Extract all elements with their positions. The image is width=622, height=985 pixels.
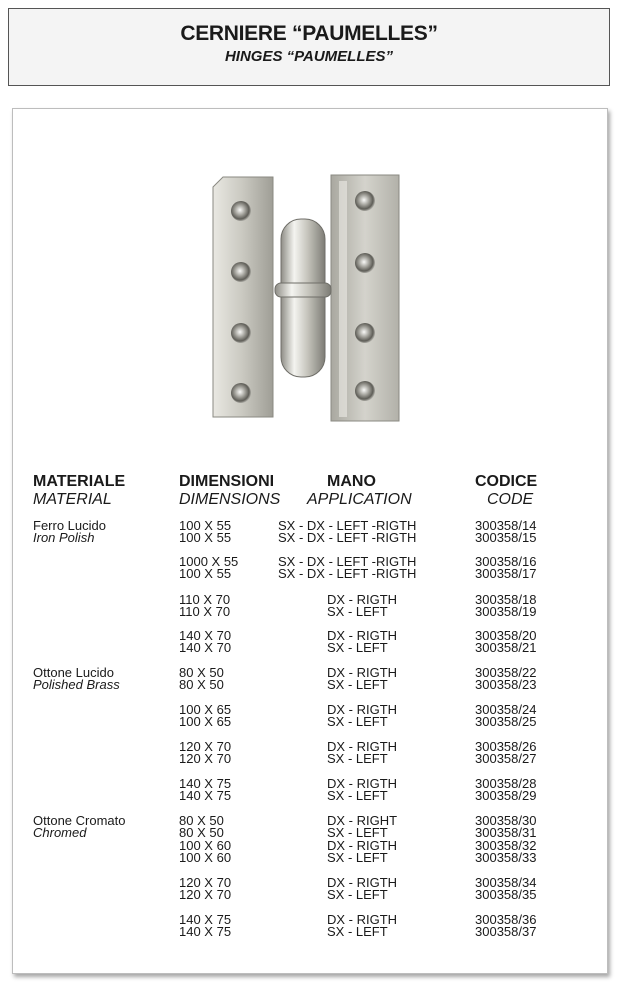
row-code: 300358/15: [475, 530, 537, 545]
row-code: 300358/22: [475, 665, 537, 680]
row-dimensions: 120 X 70: [179, 739, 232, 754]
row-hand: DX - RIGTH: [327, 702, 398, 717]
col-header-hand-en: APPLICATION: [307, 491, 412, 508]
row-hand: DX - RIGTH: [327, 592, 398, 607]
row-hand: DX - RIGTH: [327, 628, 398, 643]
material-name: Ottone Cromato: [33, 813, 126, 828]
material-name-en: Iron Polish: [33, 530, 95, 545]
col-header-code-en: CODE: [487, 491, 534, 508]
row-code: 300358/21: [475, 640, 537, 655]
page-subtitle: HINGES “PAUMELLES”: [224, 48, 394, 65]
row-hand: SX - LEFT: [327, 714, 388, 729]
row-hand: SX - LEFT: [327, 924, 388, 939]
row-hand: SX - LEFT: [327, 751, 388, 766]
col-header-dimensions: DIMENSIONI: [179, 473, 275, 490]
row-hand: SX - LEFT: [327, 788, 388, 803]
row-dimensions: 140 X 70: [179, 628, 232, 643]
row-dimensions: 100 X 60: [179, 838, 232, 853]
col-header-material-en: MATERIAL: [33, 491, 112, 508]
row-code: 300358/26: [475, 739, 537, 754]
row-dimensions: 80 X 50: [179, 665, 224, 680]
row-code: 300358/28: [475, 776, 537, 791]
row-code: 300358/32: [475, 838, 537, 853]
row-code: 300358/25: [475, 714, 537, 729]
row-code: 300358/23: [475, 677, 537, 692]
col-header-material: MATERIALE: [33, 473, 126, 490]
row-dimensions: 80 X 50: [179, 677, 224, 692]
row-hand: DX - RIGTH: [327, 838, 398, 853]
material-name: Ferro Lucido: [33, 518, 106, 533]
row-code: 300358/18: [475, 592, 537, 607]
row-dimensions: 1000 X 55: [179, 554, 239, 569]
row-dimensions: 110 X 70: [179, 604, 231, 619]
row-code: 300358/19: [475, 604, 537, 619]
row-dimensions: 140 X 75: [179, 788, 232, 803]
row-hand: SX - LEFT: [327, 677, 388, 692]
row-hand: DX - RIGTH: [327, 776, 398, 791]
row-dimensions: 140 X 75: [179, 776, 232, 791]
product-panel: [12, 108, 608, 974]
col-header-code: CODICE: [475, 473, 538, 490]
row-hand: DX - RIGTH: [327, 665, 398, 680]
row-dimensions: 140 X 75: [179, 912, 232, 927]
material-name-en: Polished Brass: [33, 677, 120, 692]
row-hand: DX - RIGTH: [327, 912, 398, 927]
row-hand: SX - LEFT: [327, 825, 388, 840]
row-hand: SX - DX - LEFT -RIGTH: [278, 566, 417, 581]
row-dimensions: 120 X 70: [179, 887, 232, 902]
row-dimensions: 110 X 70: [179, 592, 231, 607]
row-code: 300358/16: [475, 554, 537, 569]
row-code: 300358/36: [475, 912, 537, 927]
material-name: Ottone Lucido: [33, 665, 114, 680]
paumelle-hinge-photo: [209, 173, 409, 423]
row-dimensions: 140 X 75: [179, 924, 232, 939]
row-hand: SX - LEFT: [327, 850, 388, 865]
row-hand: SX - DX - LEFT -RIGTH: [278, 518, 417, 533]
row-hand: DX - RIGHT: [327, 813, 398, 828]
row-hand: SX - DX - LEFT -RIGTH: [278, 530, 417, 545]
row-dimensions: 80 X 50: [179, 825, 224, 840]
row-dimensions: 100 X 65: [179, 714, 232, 729]
row-dimensions: 100 X 55: [179, 518, 232, 533]
row-code: 300358/33: [475, 850, 537, 865]
row-dimensions: 120 X 70: [179, 751, 232, 766]
row-code: 300358/30: [475, 813, 537, 828]
row-code: 300358/27: [475, 751, 537, 766]
row-dimensions: 140 X 70: [179, 640, 232, 655]
row-hand: SX - LEFT: [327, 640, 388, 655]
row-hand: SX - LEFT: [327, 887, 388, 902]
row-dimensions: 100 X 55: [179, 530, 232, 545]
row-code: 300358/34: [475, 875, 537, 890]
row-code: 300358/37: [475, 924, 537, 939]
page-title: CERNIERE “PAUMELLES”: [180, 22, 438, 45]
row-dimensions: 100 X 55: [179, 566, 232, 581]
col-header-hand: MANO: [327, 473, 376, 490]
row-code: 300358/35: [475, 887, 537, 902]
row-dimensions: 120 X 70: [179, 875, 232, 890]
row-code: 300358/31: [475, 825, 537, 840]
row-code: 300358/24: [475, 702, 537, 717]
row-hand: SX - DX - LEFT -RIGTH: [278, 554, 417, 569]
row-hand: DX - RIGTH: [327, 875, 398, 890]
material-name-en: Chromed: [33, 825, 87, 840]
row-code: 300358/20: [475, 628, 537, 643]
row-dimensions: 80 X 50: [179, 813, 224, 828]
row-dimensions: 100 X 65: [179, 702, 232, 717]
row-hand: SX - LEFT: [327, 604, 388, 619]
row-hand: DX - RIGTH: [327, 739, 398, 754]
page-header: [8, 8, 610, 86]
row-dimensions: 100 X 60: [179, 850, 232, 865]
row-code: 300358/17: [475, 566, 537, 581]
row-code: 300358/14: [475, 518, 537, 533]
col-header-dimensions-en: DIMENSIONS: [179, 491, 281, 508]
row-code: 300358/29: [475, 788, 537, 803]
